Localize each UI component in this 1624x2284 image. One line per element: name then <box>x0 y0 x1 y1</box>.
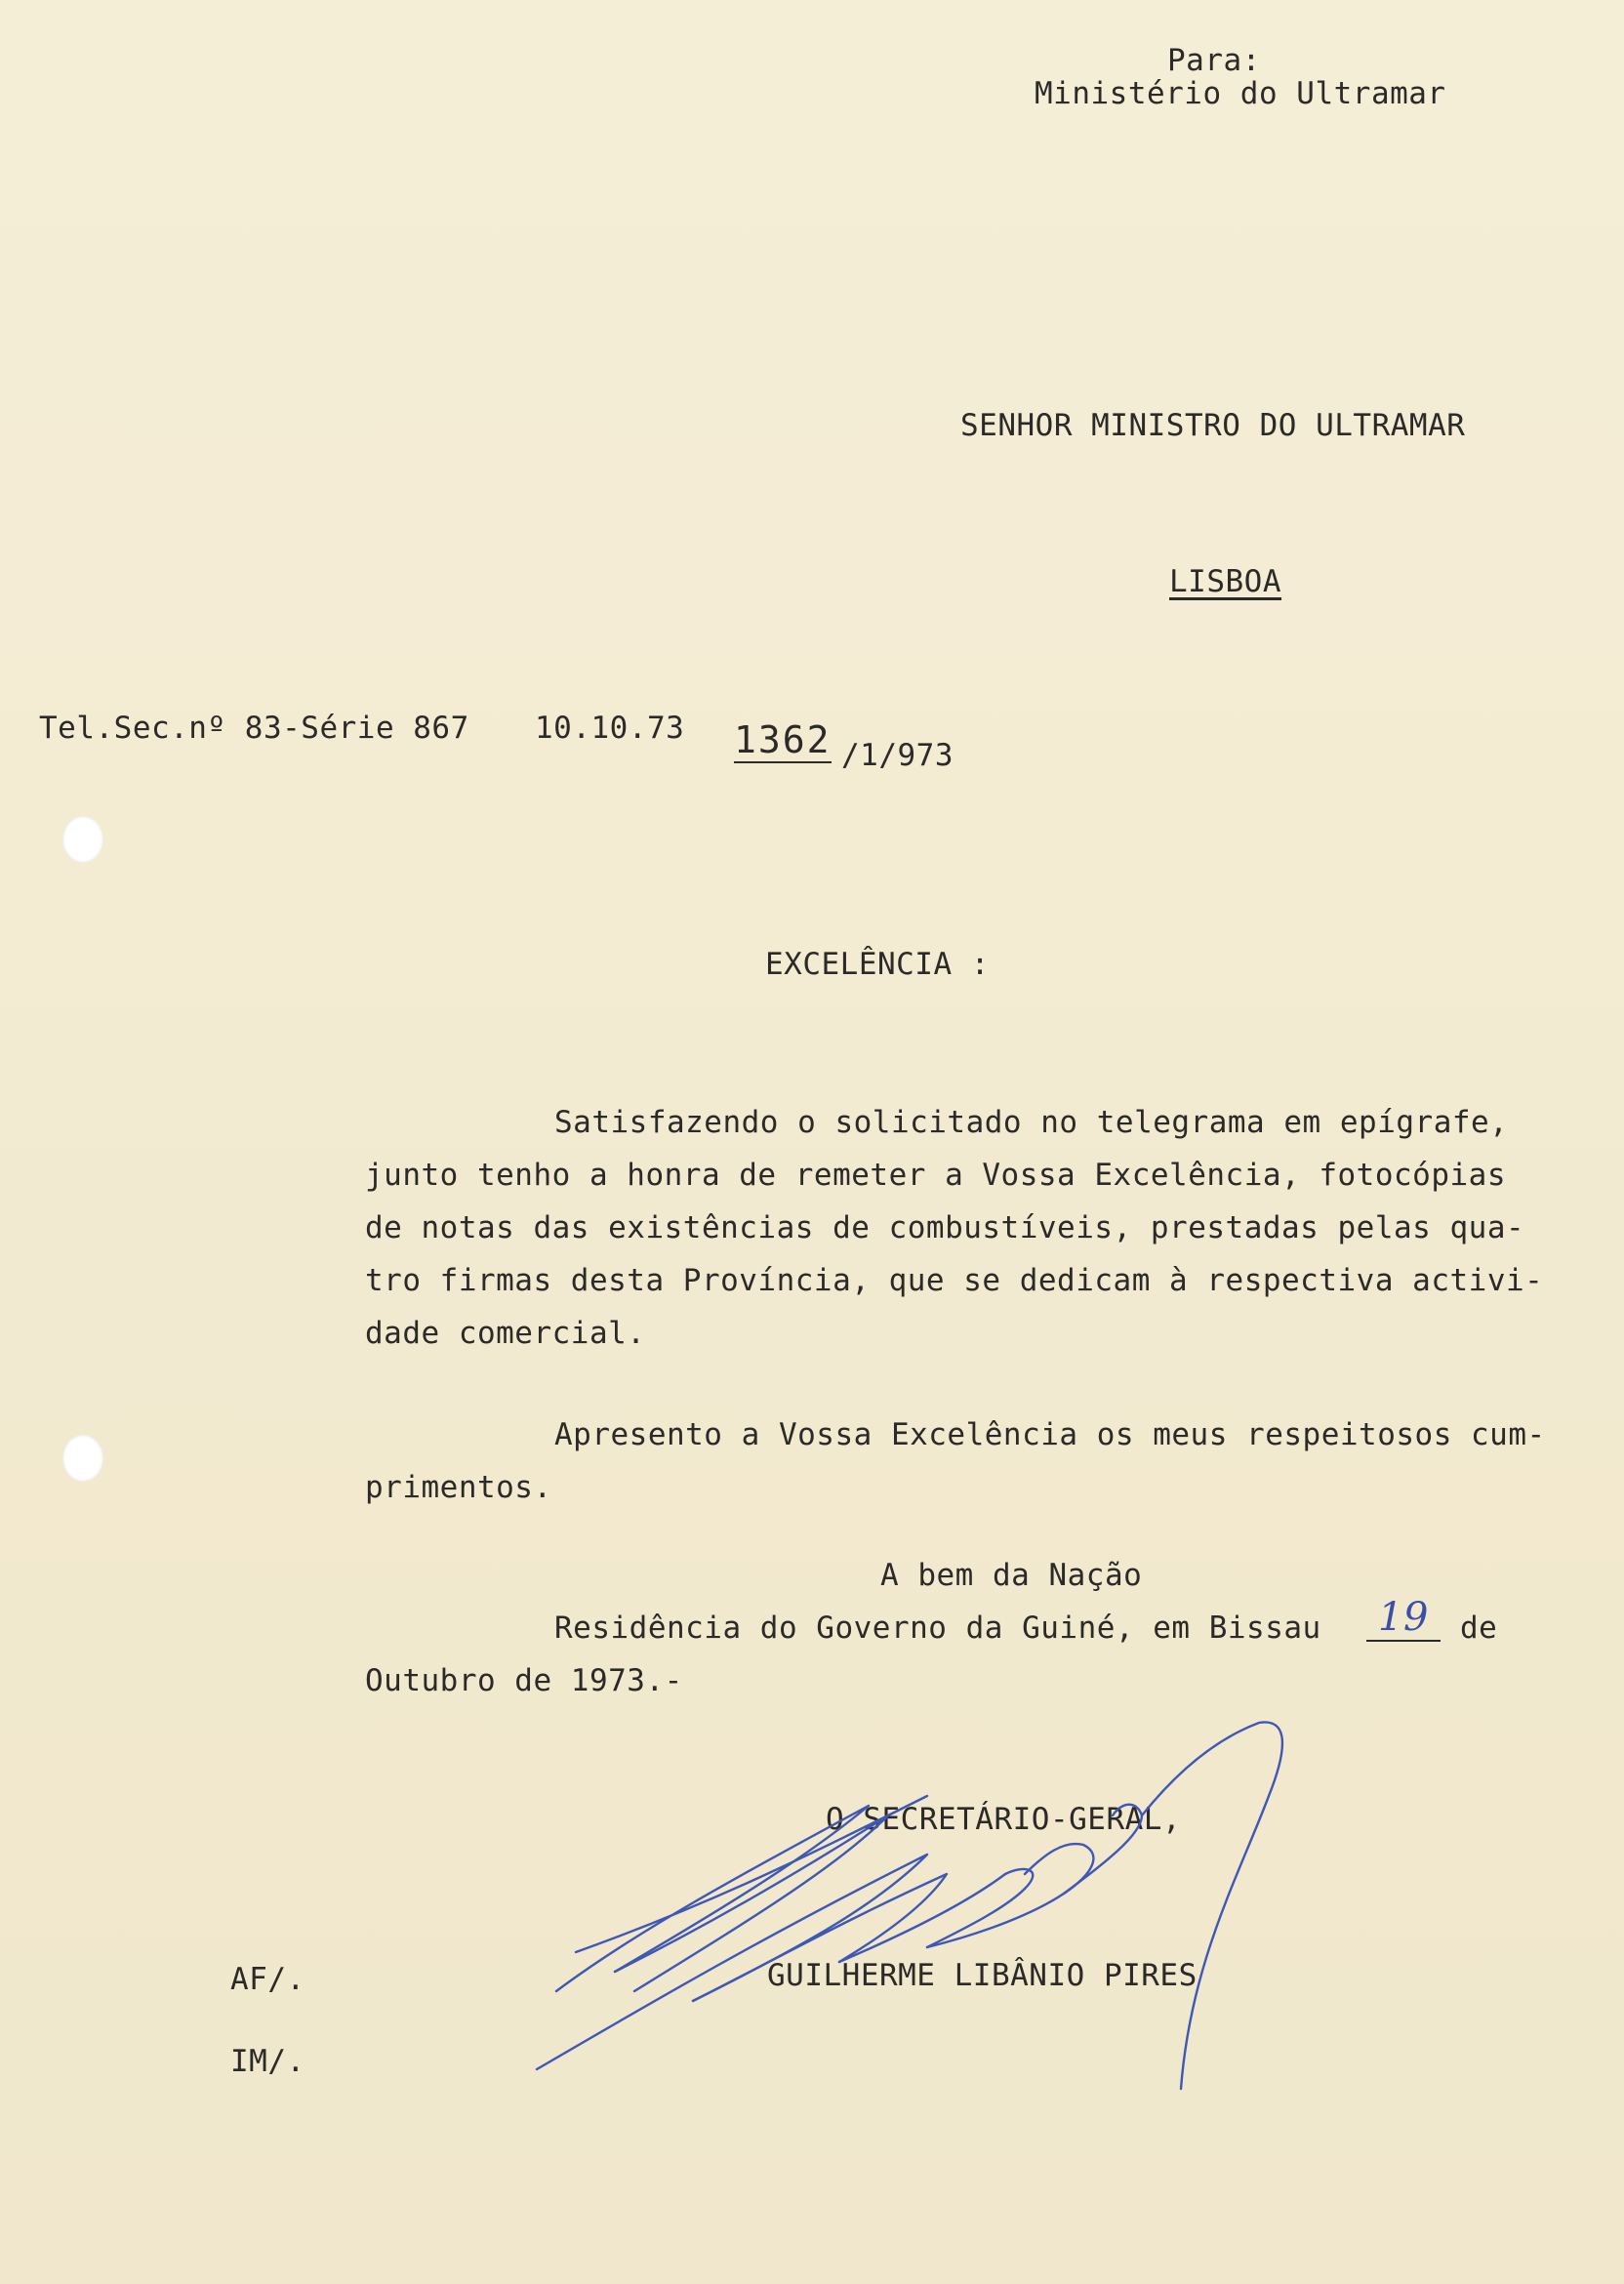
salutation: EXCELÊNCIA : <box>765 947 990 982</box>
body-line: junto tenho a honra de remeter a Vossa Excelência, fotocópias <box>365 1158 1506 1193</box>
body-line: de notas das existências de combustíveis, prestadas pelas qua- <box>365 1210 1525 1245</box>
closing-place: Residência do Governo da Guiné, em Bissau <box>554 1611 1321 1646</box>
address-line: SENHOR MINISTRO DO ULTRAMAR <box>960 408 1466 443</box>
para-label: Para: <box>1167 43 1261 78</box>
closing-de: de <box>1460 1611 1498 1646</box>
address-city: LISBOA <box>1169 564 1281 599</box>
recipient-org: Ministério do Ultramar <box>1035 76 1446 111</box>
reference-tel: Tel.Sec.nº 83-Série 867 <box>39 711 469 746</box>
punch-hole-top <box>62 816 103 863</box>
closing-day-handwritten: 19 <box>1366 1595 1441 1642</box>
body-line: primentos. <box>365 1470 552 1505</box>
handwritten-signature <box>517 1708 1298 2118</box>
body-line: Satisfazendo o solicitado no telegrama em epígrafe, <box>554 1105 1509 1140</box>
body-line: dade comercial. <box>365 1316 646 1351</box>
signatory-name: GUILHERME LIBÂNIO PIRES <box>767 1958 1198 1993</box>
initials-im: IM/. <box>230 2044 305 2079</box>
initials-af: AF/. <box>230 1962 305 1997</box>
signatory-title: O SECRETÁRIO-GERAL, <box>826 1802 1182 1837</box>
closing-date-line2: Outubro de 1973.- <box>365 1663 683 1698</box>
body-line: tro firmas desta Província, que se dedicam à respectiva activi- <box>365 1263 1544 1298</box>
reference-date: 10.10.73 <box>535 711 685 746</box>
reference-suffix: /1/973 <box>841 738 954 773</box>
reference-number: 1362 <box>734 718 832 761</box>
punch-hole-bottom <box>62 1435 103 1482</box>
body-line: Apresento a Vossa Excelência os meus respeitosos cum- <box>554 1417 1546 1452</box>
closing-motto: A bem da Nação <box>880 1558 1143 1593</box>
